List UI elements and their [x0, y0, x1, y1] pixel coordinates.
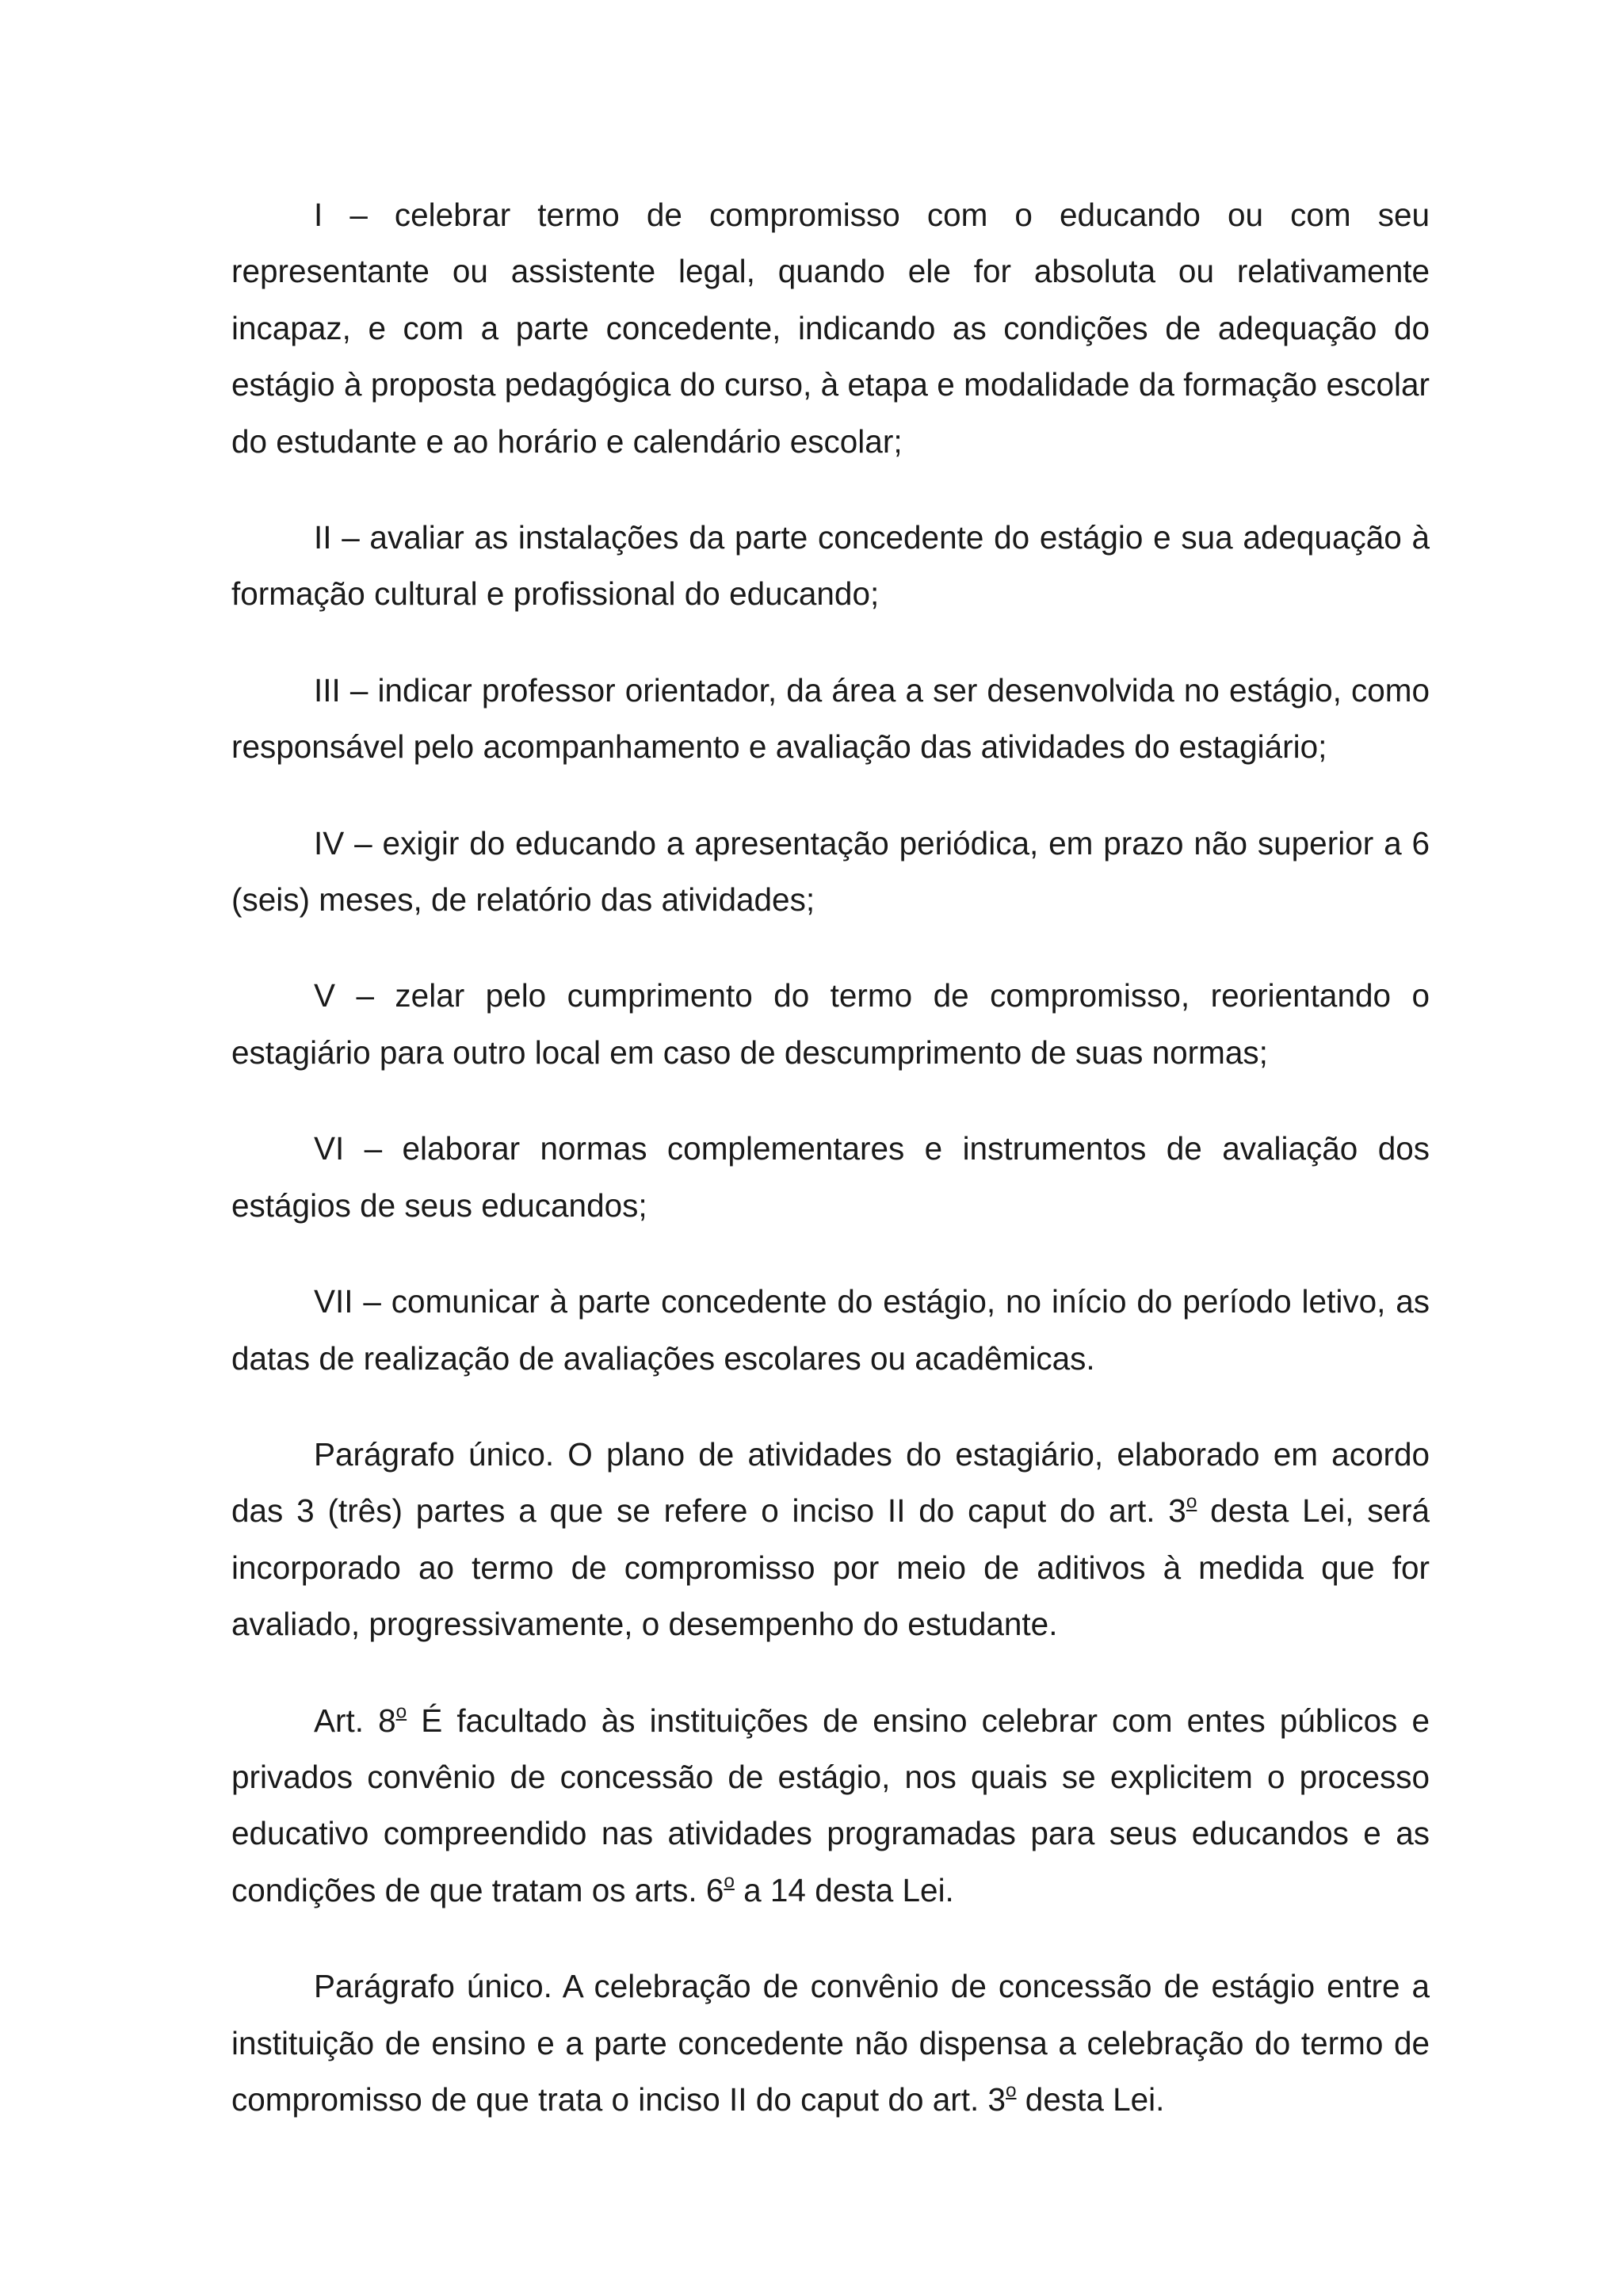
article-label: Art. 8 — [314, 1702, 396, 1739]
paragrafo-text-after: desta Lei, será incorporado ao termo de compromisso por meio de aditivos à medida que for avaliado, progressivamente, o desempenho do estudante. — [231, 1492, 1430, 1643]
inciso-v: V – zelar pelo cumprimento do termo de compromisso, reorientando o estagiário para outro local em caso de descumprimento de suas normas; — [231, 977, 1430, 1071]
inciso-ii: II – avaliar as instalações da parte concedente do estágio e sua adequação à formação cultural e profissional do educando; — [231, 519, 1430, 613]
inciso-iii: III – indicar professor orientador, da área a ser desenvolvida no estágio, como responsável pelo acompanhamento e avaliação das atividades do estagiário; — [231, 671, 1430, 766]
inciso-i: I – celebrar termo de compromisso com o educando ou com seu representante ou assistente legal, quando ele for absoluta ou relativamente incapaz, e com a parte concedente, indicando as condições de adequação do estágio à proposta pedagógica do curso, à etapa e modalidade da formação escolar do estudante e ao horário e calendário escolar; — [231, 197, 1430, 460]
ordinal-indicator: o — [395, 1701, 407, 1723]
paragrafo-unico-convenio — [231, 1958, 1430, 2128]
inciso-vi: VI – elaborar normas complementares e instrumentos de avaliação dos estágios de seus educandos; — [231, 1130, 1430, 1224]
ordinal-indicator: o — [1006, 2080, 1017, 2102]
inciso-iv: IV – exigir do educando a apresentação periódica, em prazo não superior a 6 (seis) meses, de relatório das atividades; — [231, 824, 1430, 919]
ordinal-indicator: o — [724, 1870, 735, 1893]
paragrafo-unico-plano-atividades — [231, 1427, 1430, 1653]
article-text: É facultado às instituições de ensino celebrar com entes públicos e privados convênio de concessão de estágio, nos quais se explicitem o processo educativo compreendido nas atividades programadas para seus educandos e as condições de que tratam os arts. 6 — [231, 1702, 1430, 1908]
document-body — [231, 187, 1430, 2128]
paragrafo-text-before: Parágrafo único. O plano de atividades do estagiário, elaborado em acordo das 3 (três) partes a que se refere o inciso II do caput do art. 3 — [231, 1435, 1430, 1530]
art-8 — [231, 1693, 1430, 1920]
article-text-end: a 14 desta Lei. — [734, 1871, 954, 1908]
inciso-vii: VII – comunicar à parte concedente do estágio, no início do período letivo, as datas de realização de avaliações escolares ou acadêmicas. — [231, 1283, 1430, 1377]
paragrafo-text-before: Parágrafo único. A celebração de convênio de concessão de estágio entre a instituição de ensino e a parte concedente não dispensa a celebração do termo de compromisso de que trata o inciso II do caput do art. 3 — [231, 1968, 1430, 2118]
paragrafo-text-after: desta Lei. — [1016, 2080, 1165, 2118]
ordinal-indicator: o — [1186, 1491, 1197, 1513]
